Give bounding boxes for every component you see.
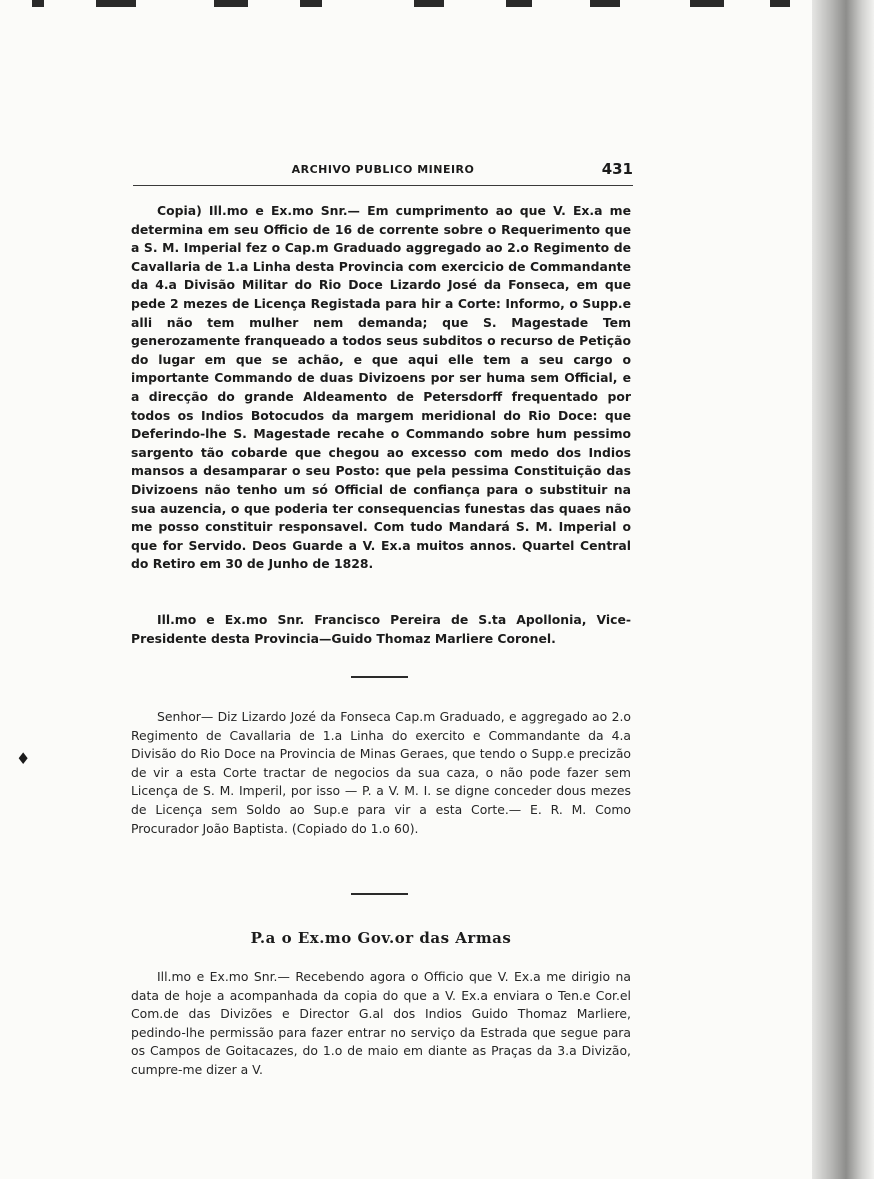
paragraph-addressee: Ill.mo e Ex.mo Snr. Francisco Pereira de S.ta Apollonia, Vice-Presidente desta Provincia—Guido Thomaz Marliere Coronel. [131,612,631,646]
page-number: 431 [601,160,633,178]
top-edge-marks [0,0,874,14]
section-separator [351,893,408,895]
paragraph-illmo: Ill.mo e Ex.mo Snr.— Recebendo agora o Officio que V. Ex.a me dirigio na data de hoje a acompanhada da copia do que a V. Ex.a enviara o Ten.e Cor.el Com.de das Divizões e Director G.al dos Indios Guido Thomaz Marliere, pedindo-lhe permissão para fazer entrar no serviço da Estrada que segue para os Campos de Goitacazes, do 1.o de maio em diante as Praças da 3.a Divizão, cumpre-me dizer a V. [131,969,631,1077]
section-title: P.a o Ex.mo Gov.or das Armas [250,929,512,947]
section-separator [351,676,408,678]
paragraph-senhor: Senhor— Diz Lizardo Jozé da Fonseca Cap.m Graduado, e aggregado ao 2.o Regimento de Cavallaria de 1.a Linha do exercito e Commandante da 4.a Divisão do Rio Doce na Provincia de Minas Geraes, que tendo o Supp.e precizão de vir a esta Corte tractar de negocios da sua caza, o não pode fazer sem Licença de S. M. Imperil, por isso — P. a V. M. I. se digne conceder dous mezes de Licença sem Soldo ao Sup.e para vir a esta Corte.— E. R. M. Como Procurador João Baptista. (Copiado do 1.o 60). [131,709,631,836]
header-rule [133,185,633,186]
paragraph-copia: Copia) Ill.mo e Ex.mo Snr.— Em cumprimento ao que V. Ex.a me determina em seu Officio de 16 de corrente sobre o Requerimento que a S. M. Imperial fez o Cap.m Graduado aggregado ao 2.o Regimento de Cavallaria de 1.a Linha desta Provincia com exercicio de Commandante da 4.a Divisão Militar do Rio Doce Lizardo José da Fonseca, em que pede 2 mezes de Licença Registada para hir a Corte: Informo, o Supp.e alli não tem mulher nem demanda; que S. Magestade Tem generozamente franqueado a todos seus subditos o recurso de Petição do lugar em que se achão, e que aqui elle tem a seu cargo o importante Commando de duas Divizoens por ser huma sem Official, e a direcção do grande Aldeamento de Petersdorff frequentado por todos os Indios Botocudos da margem meridional do Rio Doce: que Deferindo-lhe S. Magestade recahe o Commando sobre hum pessimo sargento tão cobarde que chegou ao excesso com medo dos Indios mansos a desamparar o seu Posto: que pela pessima Constituição das Divizoens não tenho um só Official de confiança para o substituir na sua auzencia, o que poderia ter consequencias funestas das quaes não me posso constituir responsavel. Com tudo Mandará S. M. Imperial o que for Servido. Deos Guarde a V. Ex.a muitos annos. Quartel Central do Retiro em 30 de Junho de 1828. [131,203,631,572]
margin-mark: ♦ [16,749,31,768]
running-title: ARCHIVO PUBLICO MINEIRO [291,163,475,176]
book-gutter-shadow [812,0,874,1179]
running-head [133,160,633,184]
